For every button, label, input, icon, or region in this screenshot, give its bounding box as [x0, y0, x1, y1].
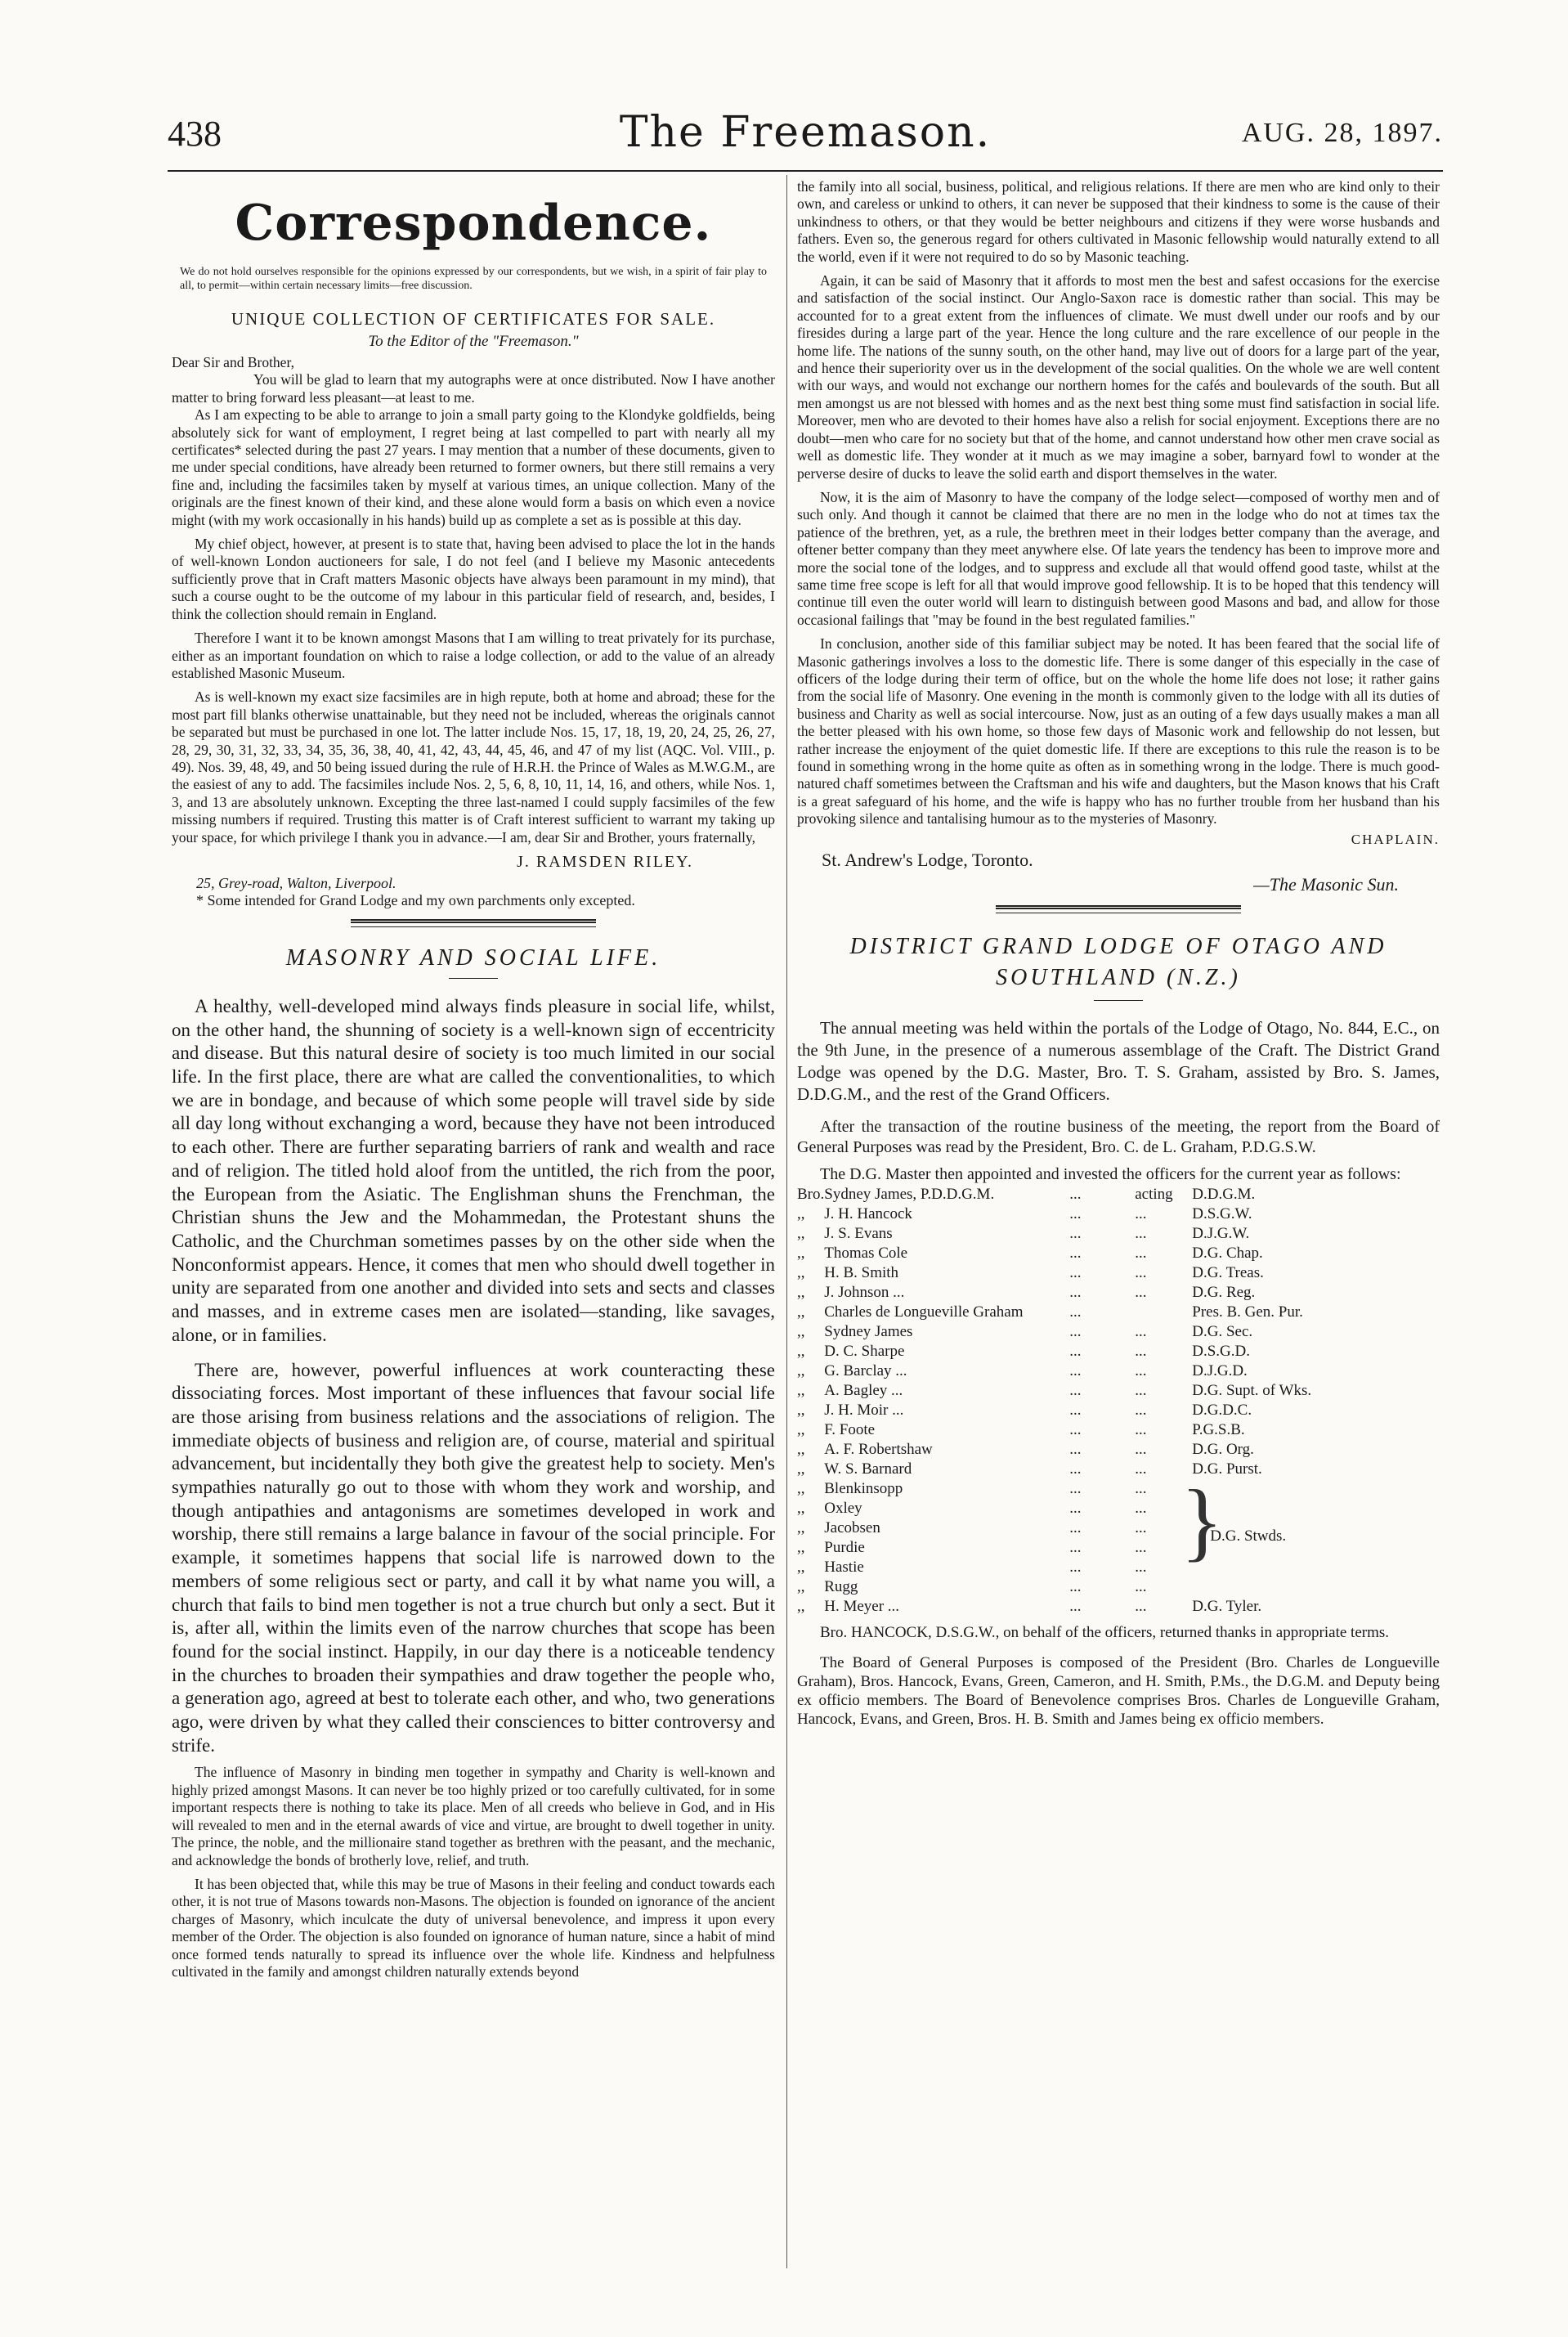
leader-dots: ... — [1069, 1244, 1082, 1262]
officer-office: D.G. Supt. of Wks. — [1192, 1381, 1312, 1399]
otago-paragraph: The D.G. Master then appointed and invested the officers for the current year as follows: — [820, 1164, 1401, 1183]
article-continued-paragraph: Again, it can be said of Masonry that it affords to most men the best and safest occasions for the exercise and satisfaction of the social instinct. Our Anglo-Saxon race is domestic rather than social. This may be accounted for to a great extent from the influences of climate. We must dwell under our roofs and by our firesides during a large part of the year. Hence the long culture and the rare excellence of our people in the home life. The nations of the sunny south, on the other hand, may live out of doors for a large part of the year, and hence their superiority over us in the development of the social qualities. On the whole we are well content with our ways, and would not exchange our northern homes for the cafés and boulevards of the south. But all men amongst us are not blessed with homes and as the next best thing some must find satisfaction in social life. Moreover, men who are devoted to their homes have also a relish for social enjoyment. Exceptions there are no doubt—men who care for no society but that of the home, and cannot understand how other men crave social as well as domestic life. They wonder at it much as we may imagine a sober, barnyard fowl to wonder at the perverse desire of ducks to leave the solid earth and disport themselves in the water. — [797, 272, 1440, 482]
leader-dots: ... — [1069, 1342, 1082, 1360]
letter-heading: UNIQUE COLLECTION OF CERTIFICATES FOR SALE. — [231, 309, 716, 329]
otago-paragraph: Bro. HANCOCK, D.S.G.W., on behalf of the officers, returned thanks in appropriate terms. — [820, 1623, 1389, 1641]
letter-signature: J. RAMSDEN RILEY. — [517, 852, 693, 871]
officer-office: D.S.G.W. — [1192, 1204, 1252, 1222]
left-column — [172, 178, 775, 1980]
leader-dots: ... — [1069, 1303, 1082, 1321]
section-divider — [351, 919, 596, 927]
officer-prefix: ,, — [797, 1303, 805, 1321]
officer-row — [797, 1204, 1440, 1224]
issue-date: AUG. 28, 1897. — [1241, 118, 1443, 148]
leader-dots: ... — [1135, 1381, 1147, 1399]
column-divider — [786, 175, 787, 2268]
officer-office: D.G. Chap. — [1192, 1244, 1263, 1262]
officer-prefix: ,, — [797, 1342, 805, 1360]
leader-dots: ... — [1069, 1381, 1082, 1399]
officer-name: F. Foote — [824, 1420, 876, 1438]
officer-row — [797, 1440, 1440, 1460]
leader-dots: ... — [1069, 1460, 1082, 1478]
officer-row — [797, 1361, 1440, 1381]
leader-dots: ... — [1069, 1401, 1082, 1419]
officer-row — [797, 1322, 1440, 1342]
officer-name: J. H. Hancock — [824, 1204, 912, 1222]
officer-name: H. Meyer ... — [824, 1597, 900, 1615]
officer-row — [797, 1479, 1440, 1499]
leader-dots: ... — [1069, 1322, 1082, 1340]
officer-name: A. F. Robertshaw — [824, 1440, 933, 1458]
officer-prefix: ,, — [797, 1244, 805, 1262]
article-author: CHAPLAIN. — [1351, 831, 1440, 847]
letter-paragraph: Therefore I want it to be known amongst Masons that I am willing to treat privately for its purchase, either as an important foundation on which to raise a lodge collection, or add to the value of an already established Masonic Museum. — [172, 630, 775, 681]
article-paragraph: It has been objected that, while this may be true of Masons in their feeling and conduct towards each other, it is not true of Masons towards non-Masons. The objection is founded on ignorance of the ancient charges of Masonry, which inculcate the duty of universal benevolence, and impress it upon every member of the Order. The objection is also founded on ignorance of human nature, since a habit of mind once formed tends naturally to spread its influence over the whole life. Kindness and helpfulness cultivated in the family and amongst children naturally extends beyond — [172, 1875, 775, 1980]
officer-name: J. S. Evans — [824, 1224, 893, 1242]
officer-name: Sydney James, P.D.D.G.M. — [824, 1185, 995, 1203]
leader-dots: ... — [1069, 1538, 1082, 1556]
article-paragraph: A healthy, well-developed mind always finds pleasure in social life, whilst, on the other hand, the shunning of society is a well-known sign of eccentricity and disease. But this natural desire of society is too much limited in our social life. In the first place, there are what are called the conventionalities, to which we are in bondage, and because of which some people will travel side by side all day long without exchanging a word, because they have not been introduced to each other. There are further separating barriers of rank and wealth and race and of religion. The titled hold aloof from the untitled, the rich from the poor, the European from the Asiatic. The Englishman shuns the Frenchman, the Christian shuns the Jew and the Mohammedan, the Protestant shuns the Catholic, and the Churchman sometimes passes by on the other side when the Nonconformist appears. Hence, it comes that men who should dwell together in unity are separated from one another and divided into sets and sects and classes and masses, and in extreme cases men are isolated—standing, like savages, alone, or in families. — [172, 995, 775, 1345]
officer-name: Sydney James — [824, 1322, 913, 1340]
brace-glyph: } — [1180, 1472, 1224, 1570]
leader-dots: ... — [1135, 1518, 1147, 1536]
officer-office: D.G. Org. — [1192, 1440, 1254, 1458]
letter-paragraph: My chief object, however, at present is to state that, having been advised to place the lot in the hands of well-known London auctioneers for sale, I do not feel (and I believe my Masonic antecedents sufficiently prove that in Craft matters Masonic objects have always been paramount in my mind), that such a course ought to be the outcome of my labour in this particular field of research, and, besides, I think the collection should remain in England. — [172, 536, 775, 622]
officer-office: D.D.G.M. — [1192, 1185, 1256, 1203]
letter-salutation: Dear Sir and Brother, — [172, 354, 294, 370]
officer-prefix: ,, — [797, 1518, 805, 1536]
officer-prefix: ,, — [797, 1263, 805, 1281]
article-paragraph: The influence of Masonry in binding men together in sympathy and Charity is well-known and highly prized amongst Masons. It can never be too highly prized or too carefully cultivated, for in some important respects there is nothing to take its place. Men of all creeds who believe in God, and in His will revealed to men and in the eternal awards of vice and virtue, are brought to dwell together in unity. The prince, the noble, and the millionaire stand together as brethren with the peasant, and the mechanic, and acknowledge the bonds of brotherly love, relief, and truth. — [172, 1764, 775, 1868]
leader-dots: ... — [1135, 1263, 1147, 1281]
officer-prefix: ,, — [797, 1361, 805, 1379]
leader-dots: ... — [1135, 1499, 1147, 1517]
officer-row — [797, 1460, 1440, 1479]
officer-row — [797, 1263, 1440, 1283]
article-title-otago — [797, 931, 1440, 994]
officer-name: Charles de Longueville Graham — [824, 1303, 1024, 1321]
officer-office: D.G. Treas. — [1192, 1263, 1264, 1281]
leader-dots: ... — [1135, 1322, 1147, 1340]
officer-prefix: ,, — [797, 1479, 805, 1497]
article-paragraph: There are, however, powerful influences at work counteracting these dissociating forces. Most important of these influences that favour social life are those arising from business relations and the associations of religion. The immediate objects of business and religion are, of course, material and spiritual advancement, but incidentally they both give the greatest help to society. Men's sympathies naturally go out to those with whom they work and worship, and though antipathies and antagonisms are sometimes developed in work and worship, there still remains a large balance in favour of the social principle. For example, it sometimes happens that social life is narrowed down to the members of some religious sect or party, and call it by what name you will, a church that fails to bind men together is not a true church but only a sect. But it is, after all, within the limits even of the narrow churches that scope has been found for the social instinct. Happily, in our day there is a noticeable tendency in the churches to broaden their sympathies and draw together the people who, a generation ago, agreed at best to tolerate each other, and who, two generations ago, were driven by what they called their consciences to bitter controversy and strife. — [172, 1359, 775, 1756]
letter-address: 25, Grey-road, Walton, Liverpool. — [196, 874, 396, 891]
editorial-disclaimer: We do not hold ourselves responsible for the opinions expressed by our correspondents, but we wish, in a spirit of fair play to all, to permit—within certain necessary limits—free discussion. — [180, 266, 767, 292]
otago-paragraph: The Board of General Purposes is composed of the President (Bro. Charles de Longueville Graham), Bros. Hancock, Evans, Green, Cameron, and H. Smith, P.Ms., the D.G.M. and Deputy being ex officio members. The Board of Benevolence comprises Bros. Charles de Longueville Graham, Hancock, Evans, and Green, Bros. H. B. Smith and James being ex officio members. — [797, 1653, 1440, 1728]
officer-office: D.G. Reg. — [1192, 1283, 1256, 1301]
stewards-office-cell — [1180, 1472, 1440, 1597]
officer-prefix: ,, — [797, 1577, 805, 1595]
article-source: —The Masonic Sun. — [1253, 873, 1399, 895]
leader-dots: ... — [1069, 1479, 1082, 1497]
letter-paragraph: As I am expecting to be able to arrange to join a small party going to the Klondyke goldfields, being absolutely sick for want of employment, I regret being at last compelled to part with nearly all my certificates* selected during the past 27 years. I may mention that a number of these documents, given to me under special conditions, have already been returned to former owners, but there still remains a very fine and, including the facsimiles taken by myself at various times, an unique collection. Many of the originals are the finest known of their kind, and these alone would form a basis on which even a novice might (with my work occasionally in his hands) build up as complete a set as is possible at this day. — [172, 406, 775, 528]
officer-name: Purdie — [824, 1538, 865, 1556]
letter-footnote: * Some intended for Grand Lodge and my own parchments only excepted. — [196, 891, 635, 908]
leader-dots: ... — [1069, 1499, 1082, 1517]
officer-prefix: ,, — [797, 1558, 805, 1576]
officer-name: G. Barclay ... — [824, 1361, 907, 1379]
leader-dots: ... — [1069, 1440, 1082, 1458]
officer-prefix: Bro. — [797, 1185, 825, 1203]
leader-dots: ... — [1069, 1518, 1082, 1536]
leader-dots: ... — [1069, 1204, 1082, 1222]
officer-name: Jacobsen — [824, 1518, 880, 1536]
officer-row — [797, 1342, 1440, 1361]
leader-dots: ... — [1069, 1361, 1082, 1379]
article-title-line: DISTRICT GRAND LODGE OF OTAGO AND — [849, 933, 1387, 959]
article-title-social-life: MASONRY AND SOCIAL LIFE. — [285, 944, 661, 971]
officer-name: A. Bagley ... — [824, 1381, 903, 1399]
officer-office: D.S.G.D. — [1192, 1342, 1250, 1360]
leader-dots: ... — [1135, 1577, 1147, 1595]
header-rule — [168, 170, 1443, 172]
title-rule — [1094, 1000, 1143, 1001]
leader-dots: ... — [1069, 1577, 1082, 1595]
officer-prefix: ,, — [797, 1597, 805, 1615]
officer-name: Oxley — [824, 1499, 862, 1517]
article-continued-paragraph: the family into all social, business, political, and religious relations. If there are men who are kind only to their own, and careless or unkind to others, it can never be supposed that their kindness to some is the cause of their unkindness to others, or that they would be better neighbours and citizens if they were worse husbands and fathers. Even so, the generous regard for others cultivated in Masonic fellowship would naturally extend to all the world, even if it were not required to do so by Masonic teaching. — [797, 178, 1440, 265]
leader-dots: ... — [1135, 1244, 1147, 1262]
article-title-line: SOUTHLAND (N.Z.) — [996, 964, 1241, 990]
leader-dots: ... — [1135, 1204, 1147, 1222]
right-column — [797, 178, 1440, 1729]
officers-table — [797, 1185, 1440, 1617]
officer-prefix: ,, — [797, 1499, 805, 1517]
officer-prefix: ,, — [797, 1401, 805, 1419]
leader-dots — [1135, 1303, 1192, 1322]
leader-dots: ... — [1069, 1420, 1082, 1438]
officer-prefix: ,, — [797, 1420, 805, 1438]
officers-table-body — [797, 1185, 1440, 1617]
masthead — [168, 105, 1443, 170]
officer-prefix: ,, — [797, 1204, 805, 1222]
leader-dots: ... — [1135, 1479, 1147, 1497]
title-rule — [449, 978, 498, 979]
article-continued-paragraph: In conclusion, another side of this familiar subject may be noted. It has been feared that the social life of Masonic gatherings involves a loss to the domestic life. There is some danger of this especially in the case of officers of the lodge during their term of office, but on the whole the home life does not lose; it rather gains from the social life of Masonry. One evening in the month is commonly given to the lodge with all its duties of business and Charity as well as social intercourse. Now, just as an outing of a few days usually makes a man all the better pleased with his own home, so those few days of Masonic work and fellowship do not lessen, but rather increase the enjoyment of the quiet domestic life. If there are exceptions to this rule the reason is to be found in something wrong in the home quite as often as in something wrong in the lodge. There is much good-natured chaff sometimes between the Craftsman and his wife and daughters, but the Mason knows that his Craft is a great safeguard of his home, and the wife is happy who has no further trouble from her husband than his provoking silence and tantalising humour as to the mysteries of Masonry. — [797, 635, 1440, 828]
officer-row — [797, 1283, 1440, 1303]
leader-dots: ... — [1069, 1263, 1082, 1281]
leader-dots: ... — [1135, 1361, 1147, 1379]
leader-dots: ... — [1135, 1440, 1147, 1458]
officer-row — [797, 1597, 1440, 1617]
letter-addressee: To the Editor of the "Freemason." — [368, 333, 579, 350]
officer-prefix: ,, — [797, 1322, 805, 1340]
officer-office: D.J.G.W. — [1192, 1224, 1250, 1242]
officer-office: P.G.S.B. — [1192, 1420, 1245, 1438]
officer-name: Rugg — [824, 1577, 858, 1595]
section-divider — [996, 905, 1241, 913]
officer-office: D.G.D.C. — [1192, 1401, 1252, 1419]
leader-dots: ... — [1069, 1224, 1082, 1242]
officer-office: D.G. Tyler. — [1192, 1597, 1262, 1615]
officer-name: J. Johnson ... — [824, 1283, 905, 1301]
officer-prefix: ,, — [797, 1460, 805, 1478]
officer-name: J. H. Moir ... — [824, 1401, 904, 1419]
article-continued-paragraph: Now, it is the aim of Masonry to have the company of the lodge select—composed of worthy men and of such only. And though it cannot be claimed that there are no men in the lodge who do not at times tax the patience of the brethren, yet, as a rule, the brethren meet in their lodges better company than the average, and oftener better company than they meet anywhere else. Of late years the tendency has been to improve more and more the social tone of the lodges, and to suppress and exclude all that would offend good taste, whilst at the same time free scope is left for all that would improve good fellowship. It is to be hoped that this tendency will continue till even the outer world will learn to distinguish between good Masons and bad, and allow for those occasional failings that "may be found in the best regulated families." — [797, 488, 1440, 628]
officer-row — [797, 1244, 1440, 1263]
officer-name: Hastie — [824, 1558, 864, 1576]
leader-dots: ... — [1135, 1283, 1147, 1301]
officer-row — [797, 1381, 1440, 1401]
leader-dots: ... — [1069, 1597, 1082, 1615]
officer-prefix: ,, — [797, 1224, 805, 1242]
leader-dots: ... — [1135, 1224, 1147, 1242]
officer-office: Pres. B. Gen. Pur. — [1192, 1303, 1303, 1321]
officer-office: D.G. Purst. — [1192, 1460, 1262, 1478]
leader-dots: ... — [1135, 1401, 1147, 1419]
letter-paragraph: You will be glad to learn that my autographs were at once distributed. Now I have another matter to bring forward less pleasant—at least to me. — [172, 371, 775, 406]
letter-paragraph: As is well-known my exact size facsimiles are in high repute, both at home and abroad; these for the most part fill blanks otherwise unattainable, but they need not be included, whereas the originals cannot be separated but must be purchased in one lot. The latter include Nos. 15, 17, 18, 19, 20, 24, 25, 26, 27, 28, 29, 30, 31, 32, 33, 34, 35, 36, 38, 40, 41, 42, 43, 44, 45, 46, and 47 of my list (AQC. Vol. VIII., p. 49). Nos. 39, 48, 49, and 50 being issued during the rule of H.R.H. the Prince of Wales as M.W.G.M., are the easiest of any to add. The facsimiles include Nos. 2, 5, 6, 8, 10, 11, 14, 16, and others, while Nos. 1, 3, and 13 are absolutely unknown. Excepting the three last-named I could supply facsimiles of the few missing numbers if required. Trusting this matter is of Craft interest sufficient to warrant my taking up your space, for which privilege I thank you in advance.—I am, dear Sir and Brother, yours fraternally, — [172, 689, 775, 846]
officer-name: Thomas Cole — [824, 1244, 908, 1262]
officer-name: W. S. Barnard — [824, 1460, 912, 1478]
otago-paragraph: After the transaction of the routine business of the meeting, the report from the Board of General Purposes was read by the President, Bro. C. de L. Graham, P.D.G.S.W. — [797, 1117, 1440, 1156]
leader-dots: acting — [1135, 1185, 1173, 1203]
officer-name: H. B. Smith — [824, 1263, 899, 1281]
paper-title: The Freemason. — [619, 108, 992, 157]
leader-dots: ... — [1135, 1342, 1147, 1360]
officer-name: Blenkinsopp — [824, 1479, 903, 1497]
officer-office: D.J.G.D. — [1192, 1361, 1248, 1379]
leader-dots: ... — [1069, 1185, 1082, 1203]
officer-prefix: ,, — [797, 1538, 805, 1556]
officer-prefix: ,, — [797, 1381, 805, 1399]
leader-dots: ... — [1069, 1283, 1082, 1301]
officer-prefix: ,, — [797, 1440, 805, 1458]
officer-row — [797, 1420, 1440, 1440]
officer-office: D.G. Sec. — [1192, 1322, 1253, 1340]
leader-dots: ... — [1135, 1420, 1147, 1438]
leader-dots: ... — [1135, 1460, 1147, 1478]
leader-dots: ... — [1135, 1558, 1147, 1576]
leader-dots: ... — [1135, 1597, 1147, 1615]
officer-row — [797, 1303, 1440, 1322]
leader-dots: ... — [1135, 1538, 1147, 1556]
article-lodge: St. Andrew's Lodge, Toronto. — [822, 849, 1033, 870]
page-number: 438 — [168, 114, 222, 154]
leader-dots: ... — [1069, 1558, 1082, 1576]
officer-name: D. C. Sharpe — [824, 1342, 905, 1360]
officer-row — [797, 1224, 1440, 1244]
officer-row — [797, 1401, 1440, 1420]
officer-row — [797, 1185, 1440, 1204]
stewards-office: D.G. Stwds. — [1210, 1527, 1287, 1545]
otago-paragraph: The annual meeting was held within the portals of the Lodge of Otago, No. 844, E.C., on the 9th June, in the presence of a numerous assemblage of the Craft. The District Grand Lodge was opened by the D.G. Master, Bro. T. S. Graham, assisted by Bro. S. James, D.D.G.M., and the rest of the Grand Officers. — [797, 1017, 1440, 1104]
officer-prefix: ,, — [797, 1283, 805, 1301]
section-title-correspondence: Correspondence. — [235, 195, 712, 252]
